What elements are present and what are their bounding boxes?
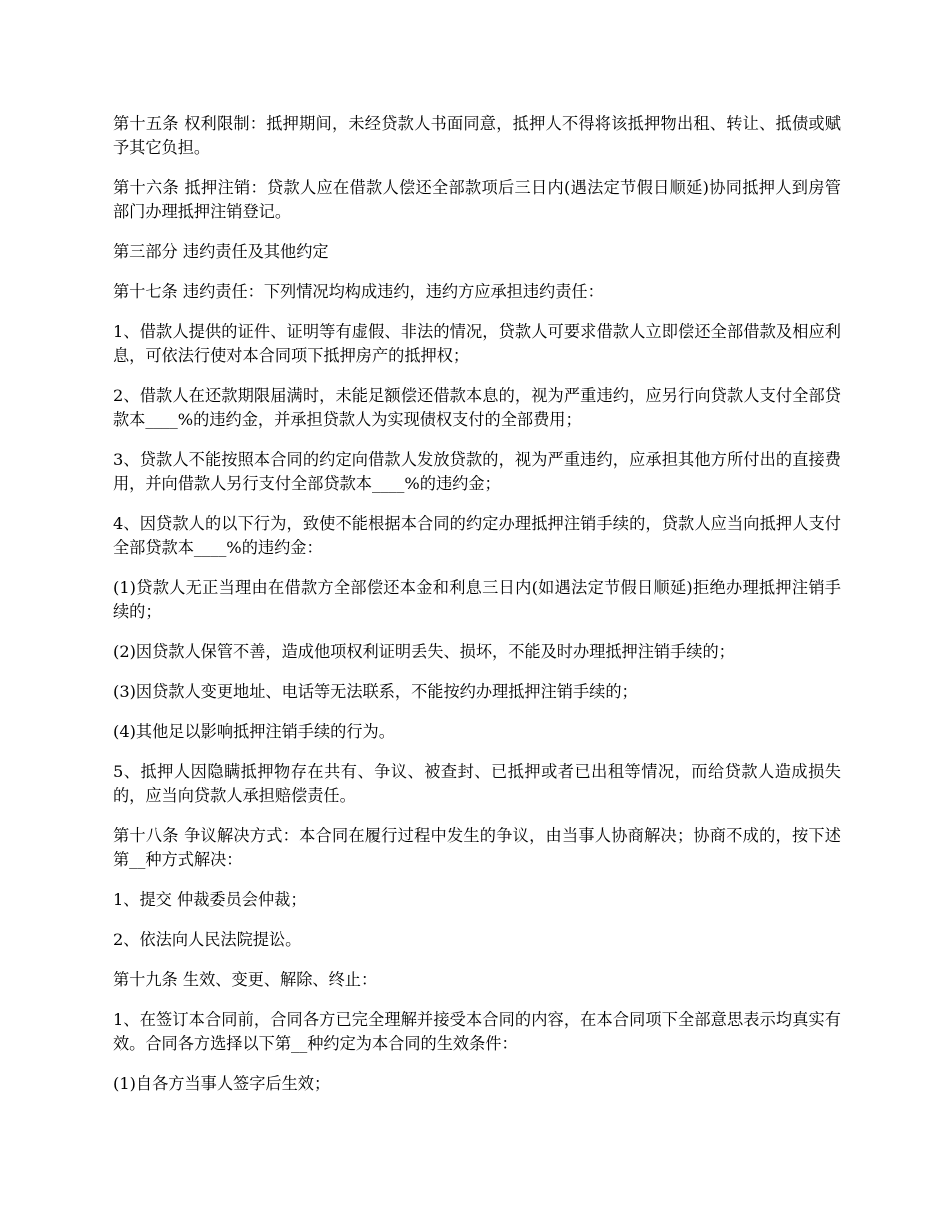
clause-18-item-2: 2、依法向人民法院提讼。 (113, 930, 302, 949)
clause-18-item-1: 1、提交 仲裁委员会仲裁； (113, 890, 307, 909)
clause-19-paragraph: 第十九条 生效、变更、解除、终止： (113, 970, 378, 989)
clause-17-item-4-sub-4: (4)其他足以影响抵押注销手续的行为。 (113, 722, 395, 741)
clause-17-item-4-sub-3: (3)因贷款人变更地址、电话等无法联系，不能按约办理抵押注销手续的； (113, 682, 638, 701)
clause-16-paragraph: 第十六条 抵押注销：贷款人应在借款人偿还全部款项后三日内(遇法定节假日顺延)协同抵押人到房管部门办理抵押注销登记。 (113, 178, 841, 221)
clause-19-item-1: 1、在签订本合同前，合同各方已完全理解并接受本合同的内容，在本合同项下全部意思表示均真实有效。合同各方选择以下第__种约定为本合同的生效条件： (113, 1010, 841, 1053)
clause-15-paragraph: 第十五条 权利限制：抵押期间，未经贷款人书面同意，抵押人不得将该抵押物出租、转让、抵债或赋予其它负担。 (113, 114, 841, 157)
document-page (113, 112, 841, 1112)
clause-17-item-2: 2、借款人在还款期限届满时，未能足额偿还借款本息的，视为严重违约，应另行向贷款人支付全部贷款本____%的违约金，并承担贷款人为实现债权支付的全部费用； (113, 386, 841, 429)
clause-17-item-5: 5、抵押人因隐瞒抵押物存在共有、争议、被查封、已抵押或者已出租等情况，而给贷款人造成损失的，应当向贷款人承担赔偿责任。 (113, 762, 841, 805)
clause-17-item-4-sub-2: (2)因贷款人保管不善，造成他项权利证明丢失、损坏，不能及时办理抵押注销手续的； (113, 642, 735, 661)
clause-17-item-1: 1、借款人提供的证件、证明等有虚假、非法的情况，贷款人可要求借款人立即偿还全部借款及相应利息，可依法行使对本合同项下抵押房产的抵押权； (113, 322, 841, 365)
clause-17-item-4: 4、因贷款人的以下行为，致使不能根据本合同的约定办理抵押注销手续的，贷款人应当向抵押人支付全部贷款本____%的违约金： (113, 514, 841, 557)
clause-17-item-4-sub-1: (1)贷款人无正当理由在借款方全部偿还本金和利息三日内(如遇法定节假日顺延)拒绝办理抵押注销手续的； (113, 578, 841, 621)
clause-19-item-1-sub-1: (1)自各方当事人签字后生效； (113, 1074, 331, 1093)
clause-17-item-3: 3、贷款人不能按照本合同的约定向借款人发放贷款的，视为严重违约，应承担其他方所付出的直接费用，并向借款人另行支付全部贷款本____%的违约金； (113, 450, 841, 493)
part-3-heading: 第三部分 违约责任及其他约定 (113, 242, 329, 261)
clause-18-paragraph: 第十八条 争议解决方式：本合同在履行过程中发生的争议，由当事人协商解决；协商不成的，按下述第__种方式解决： (113, 826, 841, 869)
clause-17-paragraph: 第十七条 违约责任：下列情况均构成违约，违约方应承担违约责任： (113, 282, 604, 301)
